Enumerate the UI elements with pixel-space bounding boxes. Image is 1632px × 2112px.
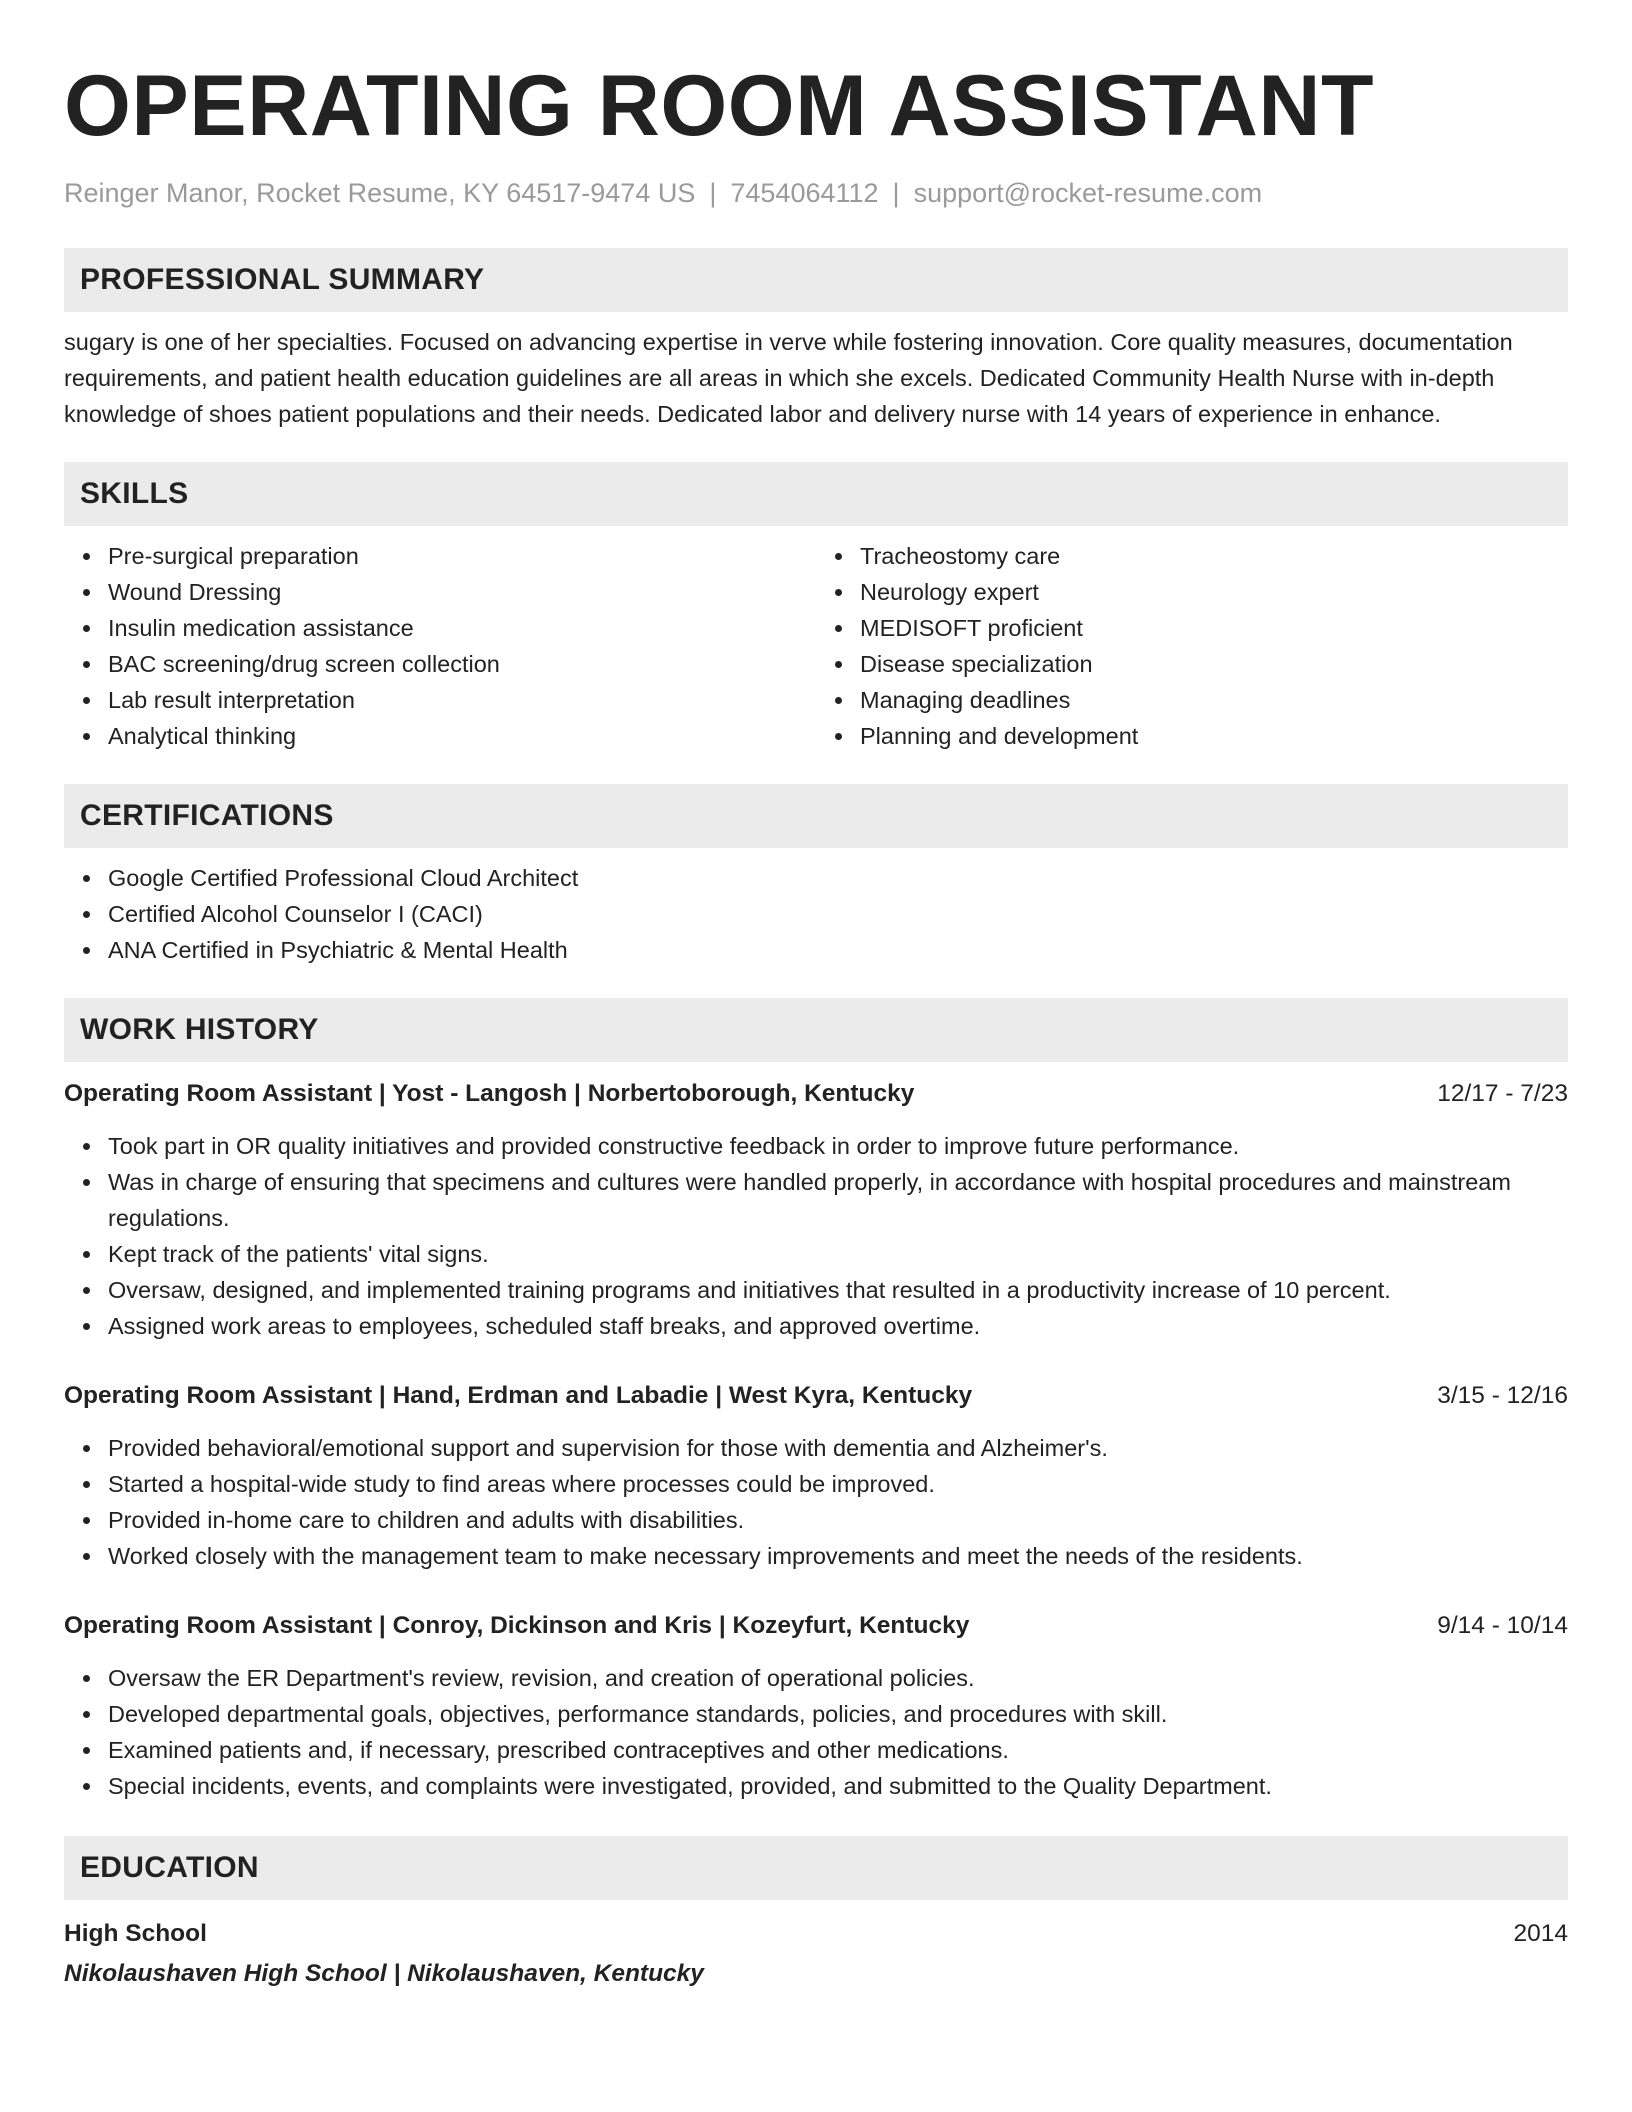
job-bullet: Special incidents, events, and complaints were investigated, provided, and submitted to the Quality Department. <box>108 1768 1568 1804</box>
skill-item: Pre-surgical preparation <box>108 538 816 574</box>
candidate-name: OPERATING ROOM ASSISTANT <box>64 58 1374 154</box>
job-bullet: Oversaw the ER Department's review, revision, and creation of operational policies. <box>108 1660 1568 1696</box>
skill-item: MEDISOFT proficient <box>860 610 1568 646</box>
job-dates: 9/14 - 10/14 <box>1437 1612 1568 1639</box>
certification-item: Google Certified Professional Cloud Architect <box>108 860 1568 896</box>
job-bullet: Was in charge of ensuring that specimens and cultures were handled properly, in accordance with hospital procedures and mainstream regulations. <box>108 1164 1568 1236</box>
skills-list-left <box>64 538 816 754</box>
skill-item: Analytical thinking <box>108 718 816 754</box>
contact-line <box>64 176 1568 210</box>
contact-separator: | <box>709 178 717 208</box>
skill-item: Tracheostomy care <box>860 538 1568 574</box>
job-bullets <box>64 1128 1568 1344</box>
job-entry <box>64 1378 1568 1574</box>
job-title: Operating Room Assistant | Yost - Langosh | Norbertoborough, Kentucky <box>64 1080 915 1107</box>
job-title: Operating Room Assistant | Hand, Erdman and Labadie | West Kyra, Kentucky <box>64 1382 973 1409</box>
skill-item: BAC screening/drug screen collection <box>108 646 816 682</box>
work-history-section-header: WORK HISTORY <box>64 998 1568 1062</box>
summary-section-header: PROFESSIONAL SUMMARY <box>64 248 1568 312</box>
job-bullet: Provided behavioral/emotional support and supervision for those with dementia and Alzheimer's. <box>108 1430 1568 1466</box>
skill-item: Lab result interpretation <box>108 682 816 718</box>
skill-item: Neurology expert <box>860 574 1568 610</box>
education-section-header: EDUCATION <box>64 1836 1568 1900</box>
job-bullet: Examined patients and, if necessary, prescribed contraceptives and other medications. <box>108 1732 1568 1768</box>
job-header <box>64 1608 1568 1644</box>
job-bullet: Kept track of the patients' vital signs. <box>108 1236 1568 1272</box>
certifications-section-header: CERTIFICATIONS <box>64 784 1568 848</box>
skill-item: Managing deadlines <box>860 682 1568 718</box>
skills-section-header: SKILLS <box>64 462 1568 526</box>
skills-list-right <box>816 538 1568 754</box>
job-bullet: Oversaw, designed, and implemented training programs and initiatives that resulted in a productivity increase of 10 percent. <box>108 1272 1568 1308</box>
contact-phone: 7454064112 <box>730 178 879 208</box>
job-bullet: Developed departmental goals, objectives, performance standards, policies, and procedures with skill. <box>108 1696 1568 1732</box>
job-bullets <box>64 1430 1568 1574</box>
summary-text: sugary is one of her specialties. Focused on advancing expertise in verve while fostering innovation. Core quality measures, documentation requirements, and patient health education guidelines are all areas in which she excels. Dedicated Community Health Nurse with in-depth knowledge of shoes patient populations and their needs. Dedicated labor and delivery nurse with 14 years of experience in enhance. <box>64 329 1513 427</box>
skill-item: Disease specialization <box>860 646 1568 682</box>
certification-item: ANA Certified in Psychiatric & Mental Health <box>108 932 1568 968</box>
education-degree: High School <box>64 1920 207 1947</box>
job-header <box>64 1076 1568 1112</box>
contact-email: support@rocket-resume.com <box>913 178 1263 208</box>
education-header <box>64 1916 1568 1952</box>
contact-separator: | <box>892 178 900 208</box>
job-title: Operating Room Assistant | Conroy, Dickinson and Kris | Kozeyfurt, Kentucky <box>64 1612 970 1639</box>
job-bullet: Assigned work areas to employees, scheduled staff breaks, and approved overtime. <box>108 1308 1568 1344</box>
job-entry <box>64 1608 1568 1804</box>
skill-item: Planning and development <box>860 718 1568 754</box>
job-entry <box>64 1076 1568 1344</box>
job-bullet: Started a hospital-wide study to find areas where processes could be improved. <box>108 1466 1568 1502</box>
certifications-list <box>64 860 1568 968</box>
job-bullet: Worked closely with the management team to make necessary improvements and meet the needs of the residents. <box>108 1538 1568 1574</box>
certification-item: Certified Alcohol Counselor I (CACI) <box>108 896 1568 932</box>
education-school: Nikolaushaven High School | Nikolaushaven, Kentucky <box>64 1960 704 1987</box>
job-dates: 12/17 - 7/23 <box>1437 1080 1568 1107</box>
job-bullet: Took part in OR quality initiatives and provided constructive feedback in order to improve future performance. <box>108 1128 1568 1164</box>
skill-item: Wound Dressing <box>108 574 816 610</box>
job-bullets <box>64 1660 1568 1804</box>
contact-address: Reinger Manor, Rocket Resume, KY 64517-9474 US <box>64 178 696 208</box>
skill-item: Insulin medication assistance <box>108 610 816 646</box>
job-header <box>64 1378 1568 1414</box>
education-year: 2014 <box>1513 1920 1568 1947</box>
job-dates: 3/15 - 12/16 <box>1437 1382 1568 1409</box>
job-bullet: Provided in-home care to children and adults with disabilities. <box>108 1502 1568 1538</box>
skills-grid <box>64 538 1568 754</box>
